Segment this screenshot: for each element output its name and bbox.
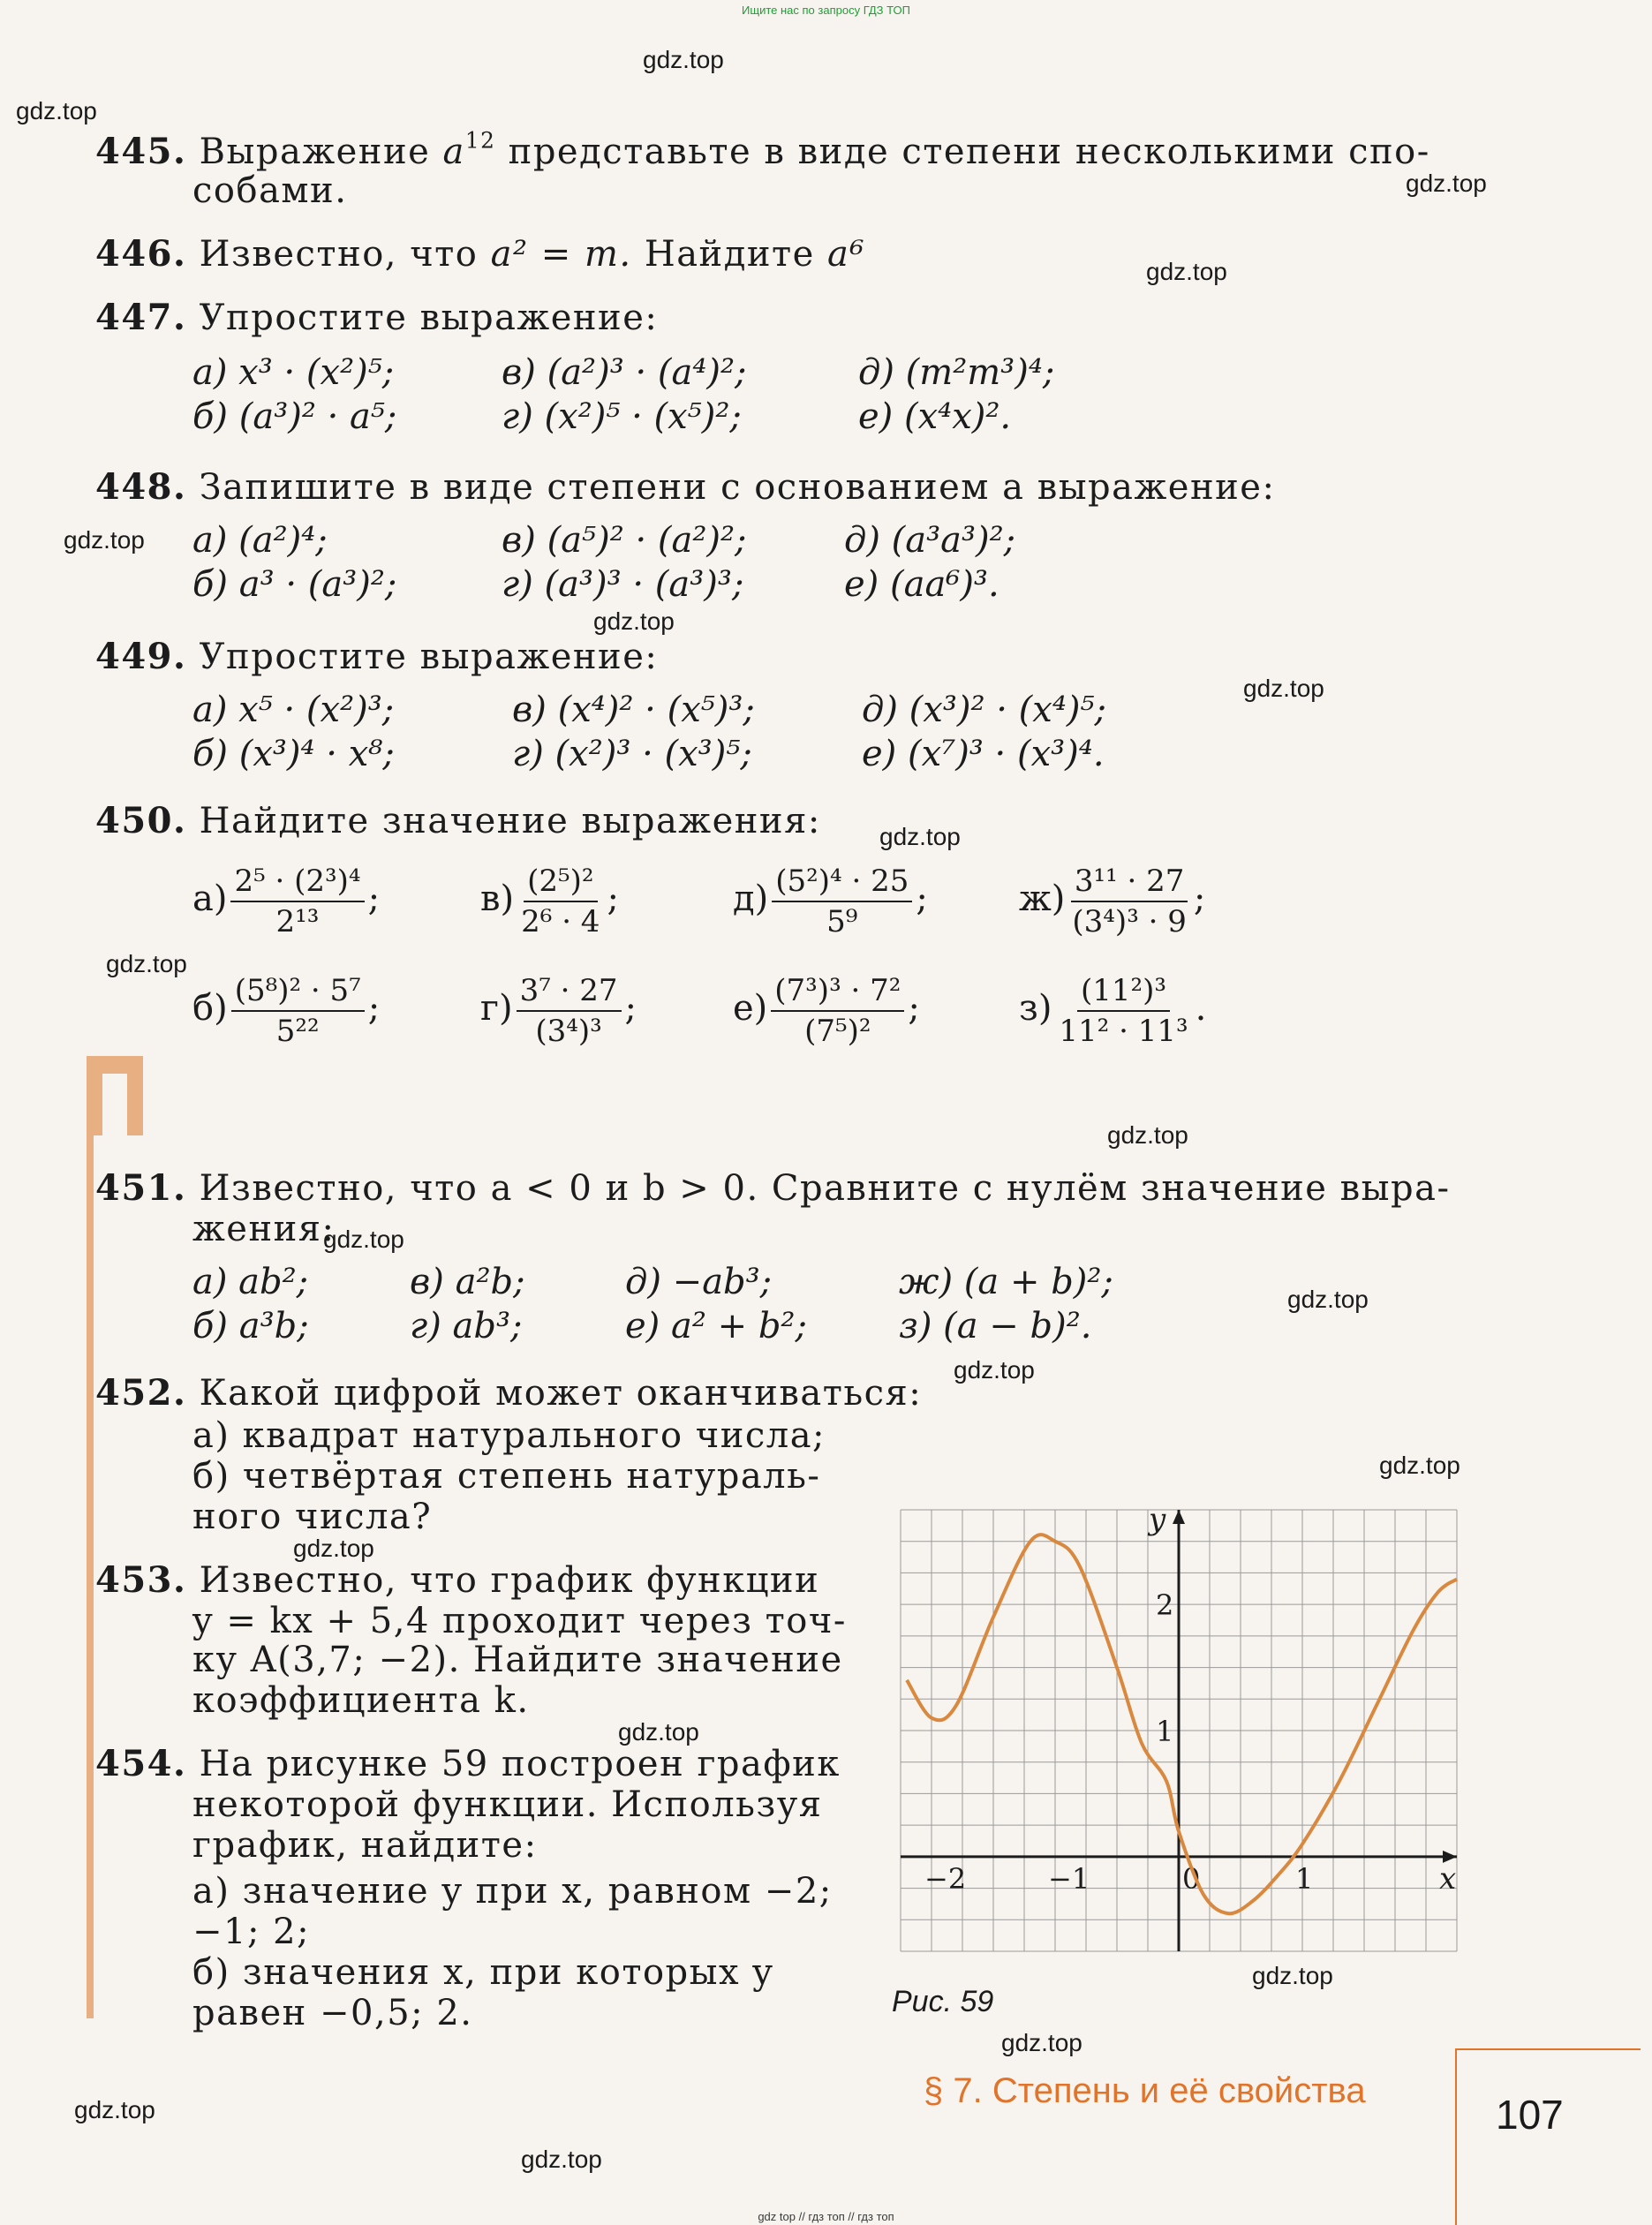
footer-divider [1455,2048,1457,2225]
expression: е) (x⁷)³ · (x³)⁴. [862,734,1105,774]
x-tick-label: −1 [1048,1861,1090,1896]
problem-450: 450. Найдите значение выражения: [95,800,821,841]
margin-bar [87,1135,94,2018]
watermark: gdz.top [879,823,961,850]
section-marker-inner [102,1074,127,1135]
y-axis-arrow [1173,1510,1185,1524]
problem-454-line: а) значение y при x, равном −2; [192,1871,833,1912]
problem-453-line: ку A(3,7; −2). Найдите значение [192,1640,843,1680]
problem-452-a: а) квадрат натурального числа; [192,1415,826,1456]
expression: ж) (a + b)²; [899,1262,1113,1302]
problem-449: 449. Упростите выражение: [95,636,659,677]
expression: а) x⁵ · (x²)³; [192,690,395,730]
problem-448: 448. Запишите в виде степени с основанием a выражение: [95,466,1276,508]
problem-454-line: −1; 2; [192,1912,311,1952]
fraction-item: в) $\frac{\text{(2⁵)²}}{\text{2⁶ · 4}}$ ; [480,864,619,939]
expression: в) (a⁵)² · (a²)²; [502,520,747,561]
problem-454-line: б) значения x, при которых y [192,1952,774,1993]
watermark: gdz.top [16,97,97,124]
expression: в) (x⁴)² · (x⁵)³; [512,690,755,730]
expression: б) a³ · (a³)²; [192,564,397,605]
expression: г) (a³)³ · (a³)³; [502,564,744,605]
problem-451-cont: жения: [192,1209,336,1249]
watermark: gdz.top [1406,170,1487,197]
expression: е) a² + b²; [625,1306,807,1346]
header-note: Ищите нас по запросу ГДЗ ТОП [742,4,910,17]
expression: г) ab³; [410,1306,523,1346]
watermark: gdz.top [1287,1286,1369,1313]
problem-451: 451. Известно, что a < 0 и b > 0. Сравните с нулём значение выра- [95,1167,1451,1209]
expression: з) (a − b)². [899,1306,1092,1346]
problem-452-b-cont: ного числа? [192,1497,433,1537]
chart-ticks [924,1588,1313,1896]
expression: а) (a²)⁴; [192,520,328,561]
expression: д) (x³)² · (x⁴)⁵; [862,690,1106,730]
expression: б) a³b; [192,1306,309,1346]
expression: а) x³ · (x²)⁵; [192,352,395,393]
fraction-item: з) $\frac{\text{(11²)³}}{\text{11² · 11³}}$ . [1019,973,1207,1049]
problem-445: 445. Выражение $a^{12}$ представьте в виде степени несколькими спо- [95,127,1430,172]
function-graph [892,1501,1466,1960]
watermark: gdz.top [1146,258,1227,285]
fraction-item: е) $\frac{\text{(7³)³ · 7²}}{\text{(7⁵)²}}$ ; [733,973,920,1049]
expression: в) (a²)³ · (a⁴)²; [502,352,747,393]
expression: г) (x²)⁵ · (x⁵)²; [502,396,742,437]
problem-454-line: график, найдите: [192,1825,538,1866]
expression: в) a²b; [410,1262,525,1302]
y-tick-label: 2 [1156,1588,1174,1623]
watermark: gdz.top [1243,675,1324,702]
problem-453-line: коэффициента k. [192,1680,530,1721]
watermark: gdz.top [74,2096,155,2123]
x-tick-label: −2 [924,1861,967,1896]
x-tick-label: 0 [1182,1861,1201,1896]
problem-454-line: равен −0,5; 2. [192,1993,473,2033]
footer-note: gdz top // гдз топ // гдз топ [758,2210,894,2223]
expression: д) (a³a³)²; [844,520,1016,561]
expression: д) −ab³; [625,1262,773,1302]
watermark: gdz.top [1001,2029,1082,2056]
watermark: gdz.top [1379,1452,1460,1479]
watermark: gdz.top [643,46,724,73]
x-axis-label: x [1439,1860,1457,1897]
expression: г) (x²)³ · (x³)⁵; [512,734,752,774]
fraction-item: г) $\frac{\text{3⁷ · 27}}{\text{(3⁴)³}}$ ; [480,973,637,1049]
fraction-item: д) $\frac{\text{(5²)⁴ · 25}}{\text{5⁹}}$ ; [733,864,928,939]
page-number: 107 [1496,2092,1564,2138]
expression: б) (x³)⁴ · x⁸; [192,734,395,774]
figure-caption: Рис. 59 [892,1985,994,2018]
expression: е) (x⁴x)². [858,396,1012,437]
expression: е) (aa⁶)³. [844,564,999,605]
fraction-item: а) $\frac{\text{2⁵ · (2³)⁴}}{\text{2¹³}}$ ; [192,864,381,939]
problem-445-cont: собами. [192,170,348,211]
problem-452: 452. Какой цифрой может оканчиваться: [95,1372,923,1414]
problem-447: 447. Упростите выражение: [95,297,659,338]
watermark: gdz.top [106,950,187,977]
watermark: gdz.top [293,1535,374,1562]
expression: б) (a³)² · a⁵; [192,396,397,437]
watermark: gdz.top [323,1226,404,1253]
problem-452-b: б) четвёртая степень натураль- [192,1456,821,1497]
problem-453-line: y = kx + 5,4 проходит через точ- [192,1601,847,1641]
expression: д) (m²m³)⁴; [858,352,1055,393]
x-tick-label: 1 [1295,1861,1314,1896]
fraction-item: б) $\frac{\text{(5⁸)² · 5⁷}}{\text{5²²}}$ ; [192,973,381,1049]
problem-454-line: некоторой функции. Используя [192,1784,823,1825]
fraction-item: ж) $\frac{\text{3¹¹ · 27}}{\text{(3⁴)³ · 9}}$ ; [1019,864,1206,939]
y-tick-label: 1 [1156,1715,1174,1748]
footer-divider [1455,2048,1641,2050]
problem-number: 445. [95,131,187,172]
y-axis-label: y [1149,1502,1166,1537]
section-title: § 7. Степень и её свойства [924,2071,1366,2110]
problem-453: 453. Известно, что график функции [95,1559,820,1601]
watermark: gdz.top [1107,1121,1188,1149]
watermark: gdz.top [64,526,145,554]
problem-454: 454. На рисунке 59 построен график [95,1743,841,1784]
watermark: gdz.top [1252,1962,1333,1989]
expression: а) ab²; [192,1262,309,1302]
watermark: gdz.top [618,1718,699,1746]
watermark: gdz.top [521,2146,602,2173]
watermark: gdz.top [593,607,675,635]
problem-446: 446. Известно, что a² = m. Найдите a⁶ [95,233,865,275]
watermark: gdz.top [954,1356,1035,1384]
